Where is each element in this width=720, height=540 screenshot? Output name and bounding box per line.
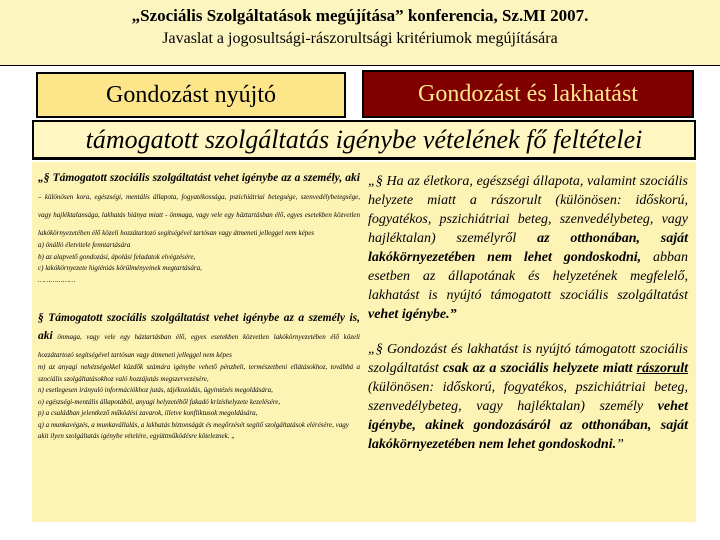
left-p2-rest: önmaga, vagy vele egy háztartásban élő, egyes esetekben közvetlen lakókörnyezetében élő közeli hozzátartozó segítségével tartósan vagy átmeneti jelleggel nem képes [38,333,360,359]
left-paragraph-2 [38,308,360,362]
left-p2-item-o: o) egészségi-mentális állapotából, anyagi helyzetéből fakadó krízishelyzete kezelésére, [38,397,281,406]
right-p2-b: csak az a szociális helyzete miatt [442,361,637,376]
slide-title: „Szociális Szolgáltatások megújítása” konferencia, Sz.MI 2007. [131,6,589,25]
slide-header [0,0,720,66]
right-p1-c: abban esetben az állapotának és helyzetének megfelelő, lakhatást is nyújtó támogatott szociális szolgáltatást [368,250,688,303]
right-column-text [368,172,688,517]
left-p2-item-p: p) a családban jelentkező működési zavarok, illetve konfliktusok megoldására, [38,409,258,417]
left-p1-item-a: a) önálló életvitele fenntartására [38,241,131,249]
left-p2-end: akit ilyen szolgáltatás igénybe vételére, együttműködésre köteleznek. „ [38,432,236,440]
right-paragraph-1 [368,172,688,324]
right-p2-c: rászorult [636,361,689,376]
right-p2-d: (különösen: időskorú, fogyatékos, pszichiátriai beteg, szenvedélybeteg, vagy hajléktalan) személy [368,380,688,414]
left-p1-item-b: b) az alapvető gondozási, ápolási feladatok elvégzésére, [38,252,196,261]
right-p2-a: „§ Gondozást és lakhatást is nyújtó támogatott szociális szolgáltatást [368,342,688,376]
right-p1-d: vehet igénybe.” [368,307,457,322]
right-p1-a: „§ Ha az életkora, egészségi állapota, valamint szociális helyzete miatt a rászorult (különösen: időskorú, fogyatékos, pszichiátriai beteg, szenvedélybeteg, vagy hajléktalan) személyről [368,174,688,246]
left-paragraph-1 [38,168,360,240]
right-p1-b: az otthonában, saját lakókörnyezetében nem lehet gondoskodni, [368,231,688,265]
content-area [32,162,696,522]
right-column-heading: Gondozást és lakhatást [362,70,694,118]
left-p2-item-n: n) esetlegesen irányuló információkhoz jutás, tájékozódás, ügyintézés megoldására, [38,386,273,394]
right-p2-e: vehet igénybe, akinek gondozásáról az otthonában, saját lakókörnyezetében nem lehet gondoskodni. [368,399,688,452]
left-p2-lead: § Támogatott szociális szolgáltatást vehet igénybe az a személy is, aki [38,312,360,342]
right-p2-f: ” [616,437,624,452]
left-p1-rest: – különösen kora, egészségi, mentális állapota, fogyatékossága, pszichiátriai betegsége, szenvedélybetegsége, vagy hajléktalansága, lakhatás hiánya miatt - önmaga, vagy vele egy háztartásban élő, egyes esetekben közvetlen lakókörnyezetében élő közeli hozzátartozó segítségével tartósan vagy átmeneti jelleggel nem képes [38,193,360,237]
left-p1-dots: ……………… [38,275,76,284]
section-banner: támogatott szolgáltatás igénybe vételének fő feltételei [32,120,696,160]
left-p2-item-m: m) az anyagi nehézségekkel küzdők számára igénybe vehető pénzbeli, természetbeni ellátásokhoz, továbbá a szociális szolgáltatásokhoz való hozzájutás megszervezésére, [38,363,360,383]
left-p1-lead: „§ Támogatott szociális szolgáltatást vehet igénybe az a személy, aki [38,172,360,184]
left-column-heading: Gondozást nyújtó [36,72,346,118]
left-p2-item-q: q) a munkavégzés, a munkavállalás, a lakhatás biztonságát és megőrzését segítő szolgáltatások elérésére, vagy [38,420,349,429]
spacer [38,286,360,308]
left-column-text [38,168,360,518]
slide-subtitle: Javaslat a jogosultsági-rászorultsági kritériumok megújítására [162,30,558,47]
left-p1-item-c: c) lakókörnyezete higiéniás körülményeinek megtartására, [38,264,202,272]
right-paragraph-2 [368,340,688,454]
